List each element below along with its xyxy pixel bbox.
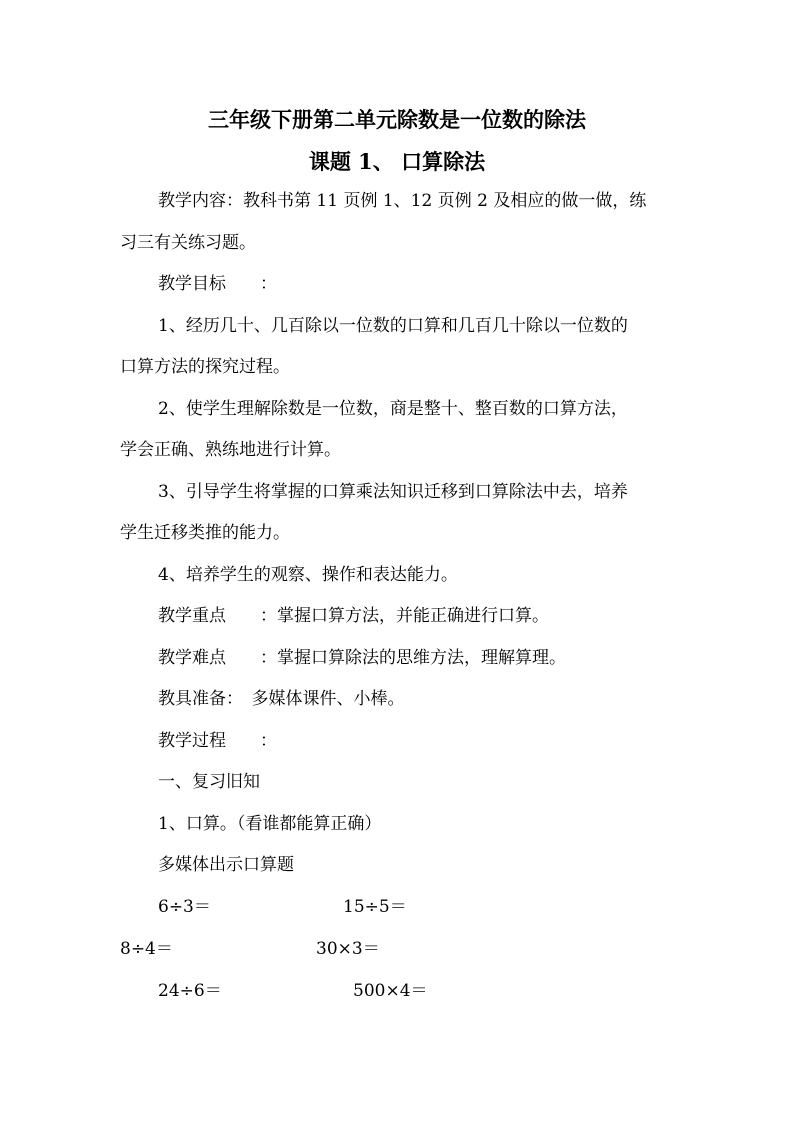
problem-1: 6÷3＝ (158, 897, 211, 917)
document-title: 三年级下册第二单元除数是一位数的除法 (208, 107, 586, 132)
problem-6: 500×4＝ (353, 981, 428, 1001)
objective-1-line-2: 口算方法的探究过程。 (120, 357, 290, 377)
objectives-heading: 教学目标 ： (158, 274, 277, 294)
step-1-note: 多媒体出示口算题 (158, 855, 294, 875)
content-line-2: 习三有关练习题。 (120, 233, 256, 253)
process-heading: 教学过程 ： (158, 731, 277, 751)
objective-2-line-2: 学会正确、熟练地进行计算。 (120, 440, 341, 460)
problem-3: 8÷4＝ (120, 939, 173, 959)
difficulty: 教学难点 ：掌握口算除法的思维方法，理解算理。 (158, 648, 566, 668)
key-point: 教学重点 ：掌握口算方法，并能正确进行口算。 (158, 606, 549, 626)
objective-4: 4、培养学生的观察、操作和表达能力。 (158, 565, 458, 585)
objective-3-line-1: 3、引导学生将掌握的口算乘法知识迁移到口算除法中去，培养 (158, 482, 628, 502)
problem-2: 15÷5＝ (343, 897, 407, 917)
objective-1-line-1: 1、经历几十、几百除以一位数的口算和几百几十除以一位数的 (158, 316, 628, 336)
objective-2-line-1: 2、使学生理解除数是一位数，商是整十、整百数的口算方法， (158, 399, 628, 419)
lesson-subtitle: 课题 1、 口算除法 (308, 149, 486, 174)
materials: 教具准备： 多媒体课件、小棒。 (158, 689, 405, 709)
section-1-heading: 一、复习旧知 (158, 772, 260, 792)
problem-5: 24÷6＝ (158, 981, 222, 1001)
objective-3-line-2: 学生迁移类推的能力。 (120, 523, 290, 543)
step-1: 1、口算。（看谁都能算正确） (158, 814, 382, 834)
problem-4: 30×3＝ (316, 939, 380, 959)
content-line-1: 教学内容：教科书第 11 页例 1、12 页例 2 及相应的做一做，练 (158, 191, 647, 211)
